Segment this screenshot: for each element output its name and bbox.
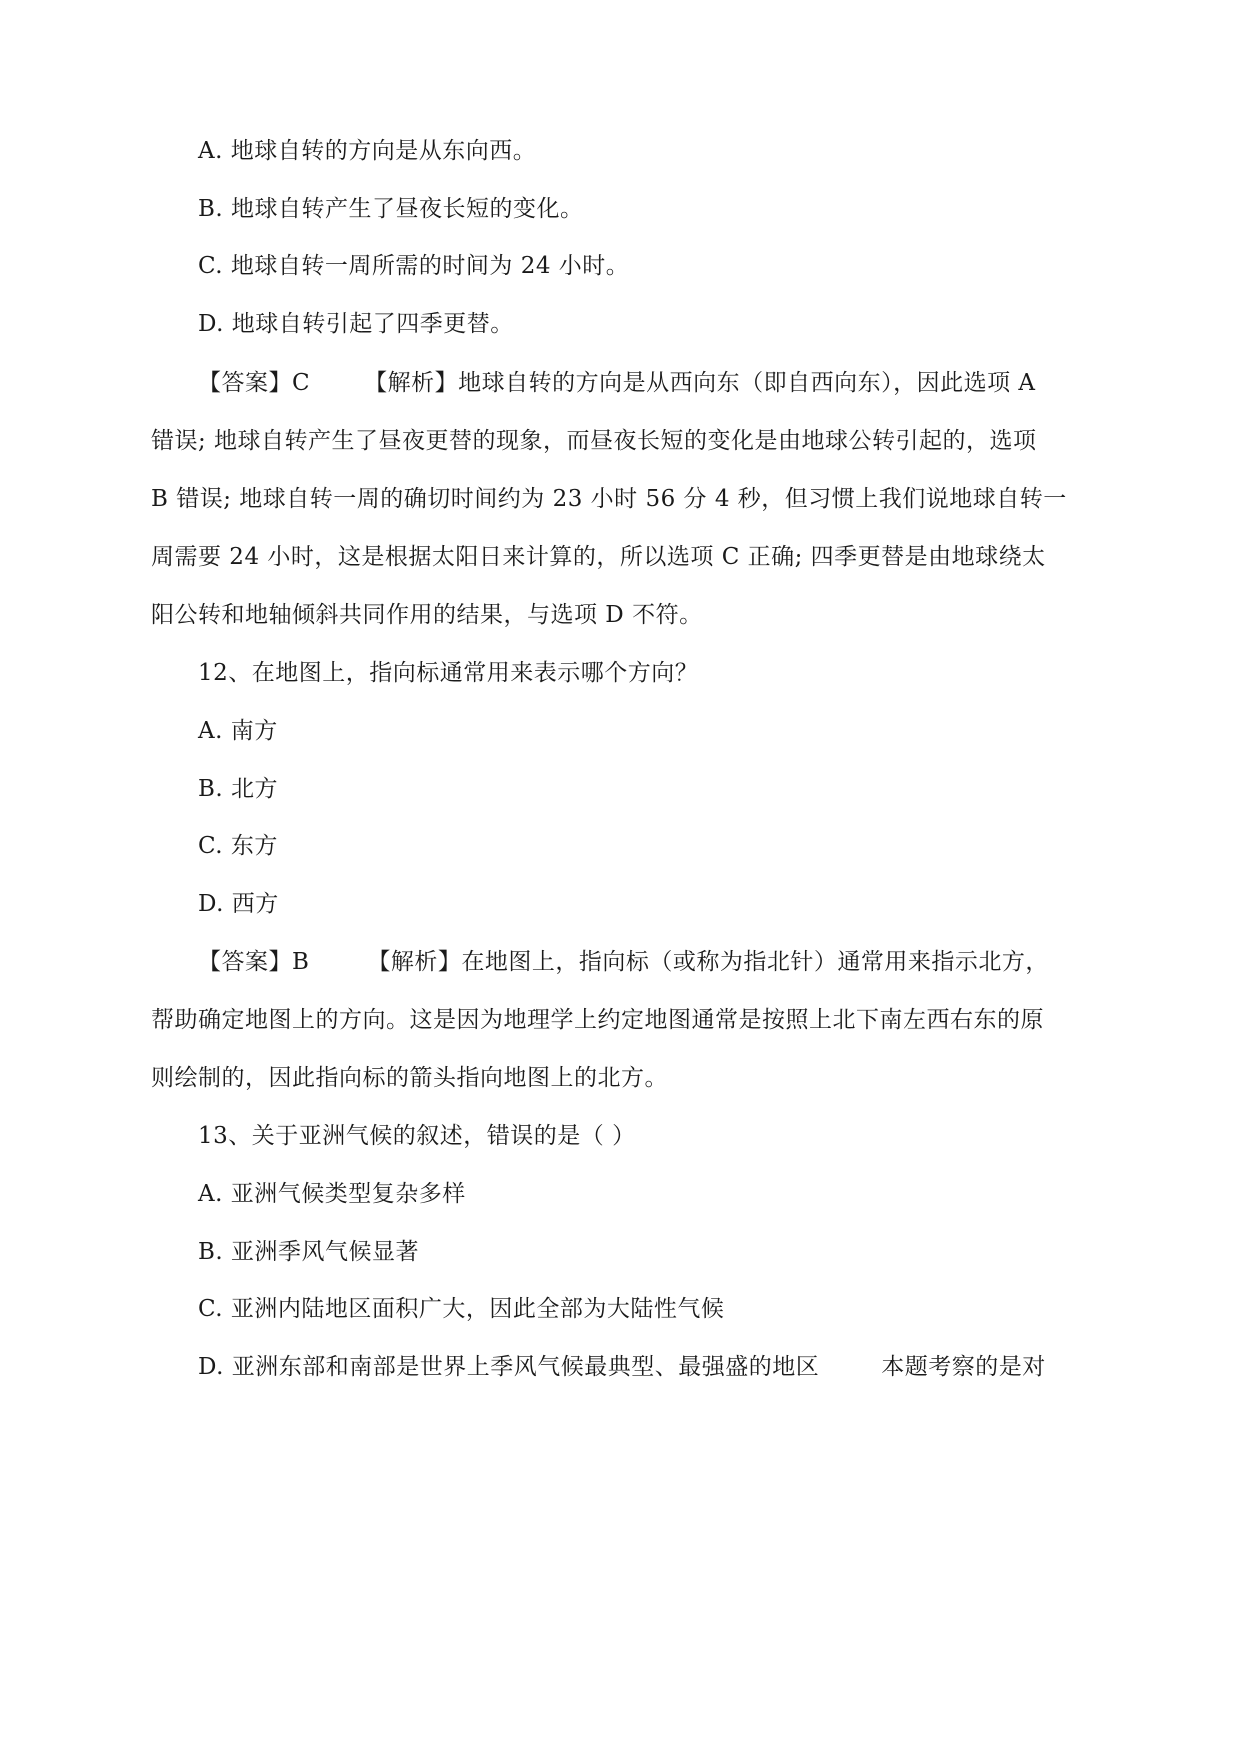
- q13-option-a: A. 亚洲气候类型复杂多样: [198, 1181, 466, 1207]
- q12-option-a: A. 南方: [198, 718, 278, 744]
- q11-answer: 【答案】C: [198, 370, 311, 396]
- q12-option-b: B. 北方: [198, 776, 279, 802]
- q13-option-c: C. 亚洲内陆地区面积广大，因此全部为大陆性气候: [198, 1296, 725, 1322]
- q13-option-d-line: [198, 1352, 1046, 1382]
- q11-option-a: A. 地球自转的方向是从东向西。: [198, 138, 537, 164]
- q11-analysis-start: 【解析】地球自转的方向是从西向东（即自西向东），因此选项 A: [364, 370, 1036, 396]
- q12-option-c: C. 东方: [198, 833, 278, 859]
- q12-answer-line: [198, 947, 1049, 977]
- q12-answer: 【答案】B: [198, 949, 310, 975]
- q12-analysis-start: 【解析】在地图上，指向标（或称为指北针）通常用来指示北方，: [367, 949, 1049, 975]
- q12-analysis-line-2: 则绘制的，因此指向标的箭头指向地图上的北方。: [151, 1065, 668, 1091]
- q11-option-b: B. 地球自转产生了昼夜长短的变化。: [198, 196, 584, 222]
- q12-analysis-line-1: 帮助确定地图上的方向。这是因为地理学上约定地图通常是按照上北下南左西右东的原: [151, 1007, 1044, 1033]
- q11-analysis-line-4: 阳公转和地轴倾斜共同作用的结果，与选项 D 不符。: [151, 602, 703, 628]
- q11-answer-line: [198, 368, 1036, 398]
- q11-option-d: D. 地球自转引起了四季更替。: [198, 311, 514, 337]
- q11-analysis-line-1: 错误; 地球自转产生了昼夜更替的现象，而昼夜长短的变化是由地球公转引起的，选项: [151, 428, 1037, 454]
- q13-option-b: B. 亚洲季风气候显著: [198, 1239, 420, 1265]
- q13-trailing-text: 本题考察的是对: [881, 1354, 1046, 1380]
- q11-option-c: C. 地球自转一周所需的时间为 24 小时。: [198, 253, 630, 279]
- q13-question: 13、关于亚洲气候的叙述，错误的是（ ）: [198, 1123, 636, 1149]
- q11-analysis-line-3: 周需要 24 小时，这是根据太阳日来计算的，所以选项 C 正确; 四季更替是由地球绕太: [151, 544, 1046, 570]
- q12-question: 12、在地图上，指向标通常用来表示哪个方向？: [198, 660, 699, 686]
- q11-analysis-line-2: B 错误; 地球自转一周的确切时间约为 23 小时 56 分 4 秒，但习惯上我们说地球自转一: [151, 486, 1067, 512]
- q13-option-d: D. 亚洲东部和南部是世界上季风气候最典型、最强盛的地区: [198, 1354, 820, 1380]
- q12-option-d: D. 西方: [198, 891, 279, 917]
